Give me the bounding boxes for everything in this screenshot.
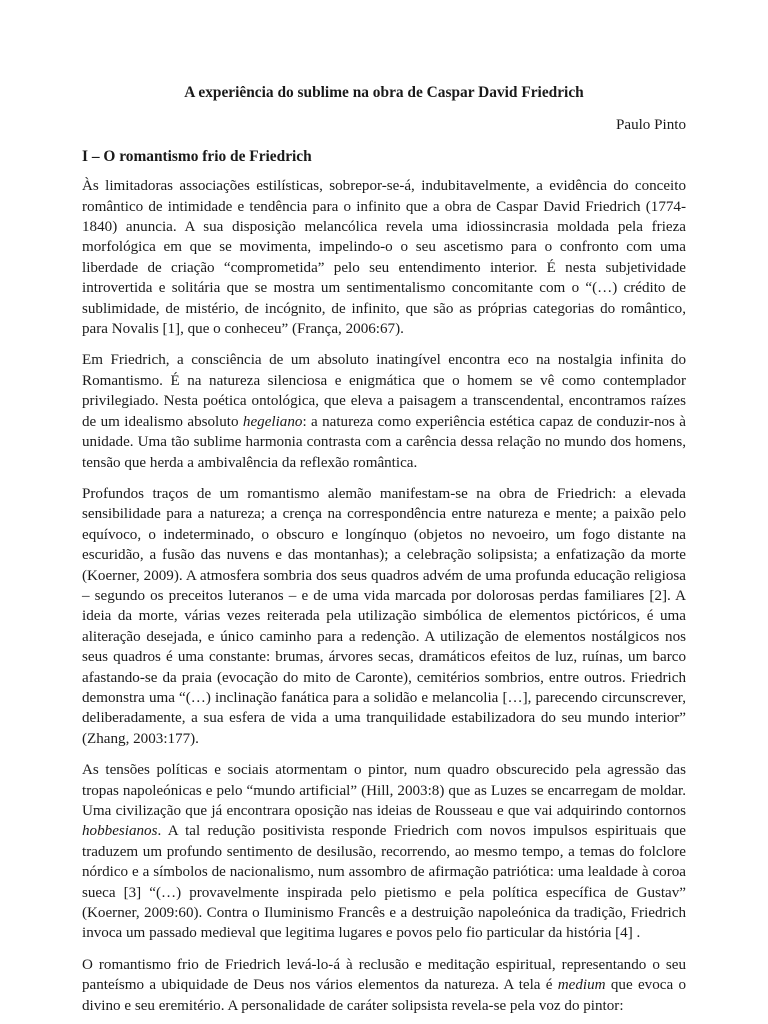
paragraph-text: As tensões políticas e sociais atormentam o pintor, num quadro obscurecido pela agressão das tropas napoleónicas e pelo “mundo artificial” (Hill, 2003:8) que as Luzes se encarregam de moldar. Uma civilização que já encontrara oposição nas ideias de Rousseau e que vai adquirindo contornos	[82, 762, 686, 819]
author-name: Paulo Pinto	[615, 117, 686, 134]
paragraph-1	[82, 176, 686, 339]
paragraph-text: Às limitadoras associações estilísticas, sobrepor-se-á, indubitavelmente, a evidência do conceito romântico de intimidade e tendência para o infinito que a obra de Caspar David Friedrich (1774-1840) anuncia. A sua disposição melancólica revela uma idiossincrasia moldada pela frieza morfológica em que se movimenta, impelindo-o o seu ascetismo para o confronto com uma liberdade de criação “comprometida” pelo seu entendimento interior. É nesta subjetividade introvertida e solitária que se mostra um sentimentalismo concomitante com o “(…) crédito de sublimidade, de mistério, de incógnito, de infinito, que são as próprias categorias do romântico, para Novalis [1], que o conheceu” (França, 2006:67).	[82, 178, 686, 338]
paragraph-2	[82, 350, 686, 472]
italic-term-medium: medium	[557, 977, 606, 994]
paragraph-3	[82, 484, 686, 749]
document-title: A experiência do sublime na obra de Caspar David Friedrich	[184, 84, 584, 101]
paragraph-text: que evoca o divino e seu eremitério. A personalidade de caráter solipsista revela-se pela voz do pintor:	[82, 977, 686, 1014]
paragraph-text: O romantismo frio de Friedrich levá-lo-á à reclusão e meditação espiritual, representando o seu panteísmo a ubiquidade de Deus nos vários elementos da natureza. A tela é	[82, 956, 686, 994]
paragraph-5	[82, 955, 686, 1016]
italic-term-hegeliano: hegeliano	[242, 413, 303, 430]
section-heading: I – O romantismo frio de Friedrich	[82, 147, 312, 165]
paragraph-text: . A tal redução positivista responde Friedrich com novos impulsos espirituais que traduzem um profundo sentimento de desilusão, recorrendo, ao mesmo tempo, a temas do folclore nórdico e a símbolos de nacionalismo, num assombro de afirmação patriótica: uma lealdade à coroa sueca [3] “(…) provavelmente inspirada pelo pietismo e pela política específica de Gustav” (Koerner, 2009:60). Contra o Iluminismo Francês e a destruição napoleónica da tradição, Friedrich invoca um passado medieval que legitima lugares e povos pelo fio particular da história [4] .	[82, 823, 686, 942]
paragraph-text: : a natureza como experiência estética capaz de conduzir-nos à unidade. Uma tão sublime harmonia contrasta com a carência dessa relação no mundo dos homens, tensão que herda a ambivalência da reflexão romântica.	[82, 413, 686, 471]
paragraph-text: Profundos traços de um romantismo alemão manifestam-se na obra de Friedrich: a elevada sensibilidade para a natureza; a crença na correspondência entre natureza e mente; a paixão pelo equívoco, o indeterminado, o obscuro e longínquo (objetos no nevoeiro, um fogo distante na escuridão, a fusão das nuvens e das montanhas); a celebração solipsista; a enfatização da morte (Koerner, 2009). A atmosfera sombria dos seus quadros advém de uma profunda educação religiosa – segundo os preceitos luteranos – e de uma vida marcada por dolorosas perdas familiares [2]. A ideia da morte, várias vezes reiterada pela utilização simbólica de elementos pictóricos, é uma aliteração desejada, e único caminho para a redenção. A utilização de elementos nostálgicos nos seus quadros é uma constante: brumas, árvores secas, dramáticos efeitos de luz, ruínas, um barco afastando-se da praia (evocação do mito de Caronte), cemitérios sombrios, entre outros. Friedrich demonstra uma “(…) inclinação fanática para a solidão e melancolia […], parecendo circunscrever, deliberadamente, a sua esfera de vida a uma tranquilidade estabilizadora do seu mundo interior” (Zhang, 2003:177).	[82, 485, 686, 747]
document-page	[82, 83, 686, 1016]
italic-term-hobbesianos: hobbesianos	[82, 823, 158, 840]
paragraph-text: Em Friedrich, a consciência de um absoluto inatingível encontra eco na nostalgia infinita do Romantismo. É na natureza silenciosa e enigmática que o homem se vê como contemplador privilegiado. Nesta poética ontológica, que eleva a paisagem a transcendental, encontramos raízes de um idealismo absoluto	[82, 352, 686, 430]
paragraph-4	[82, 760, 686, 944]
